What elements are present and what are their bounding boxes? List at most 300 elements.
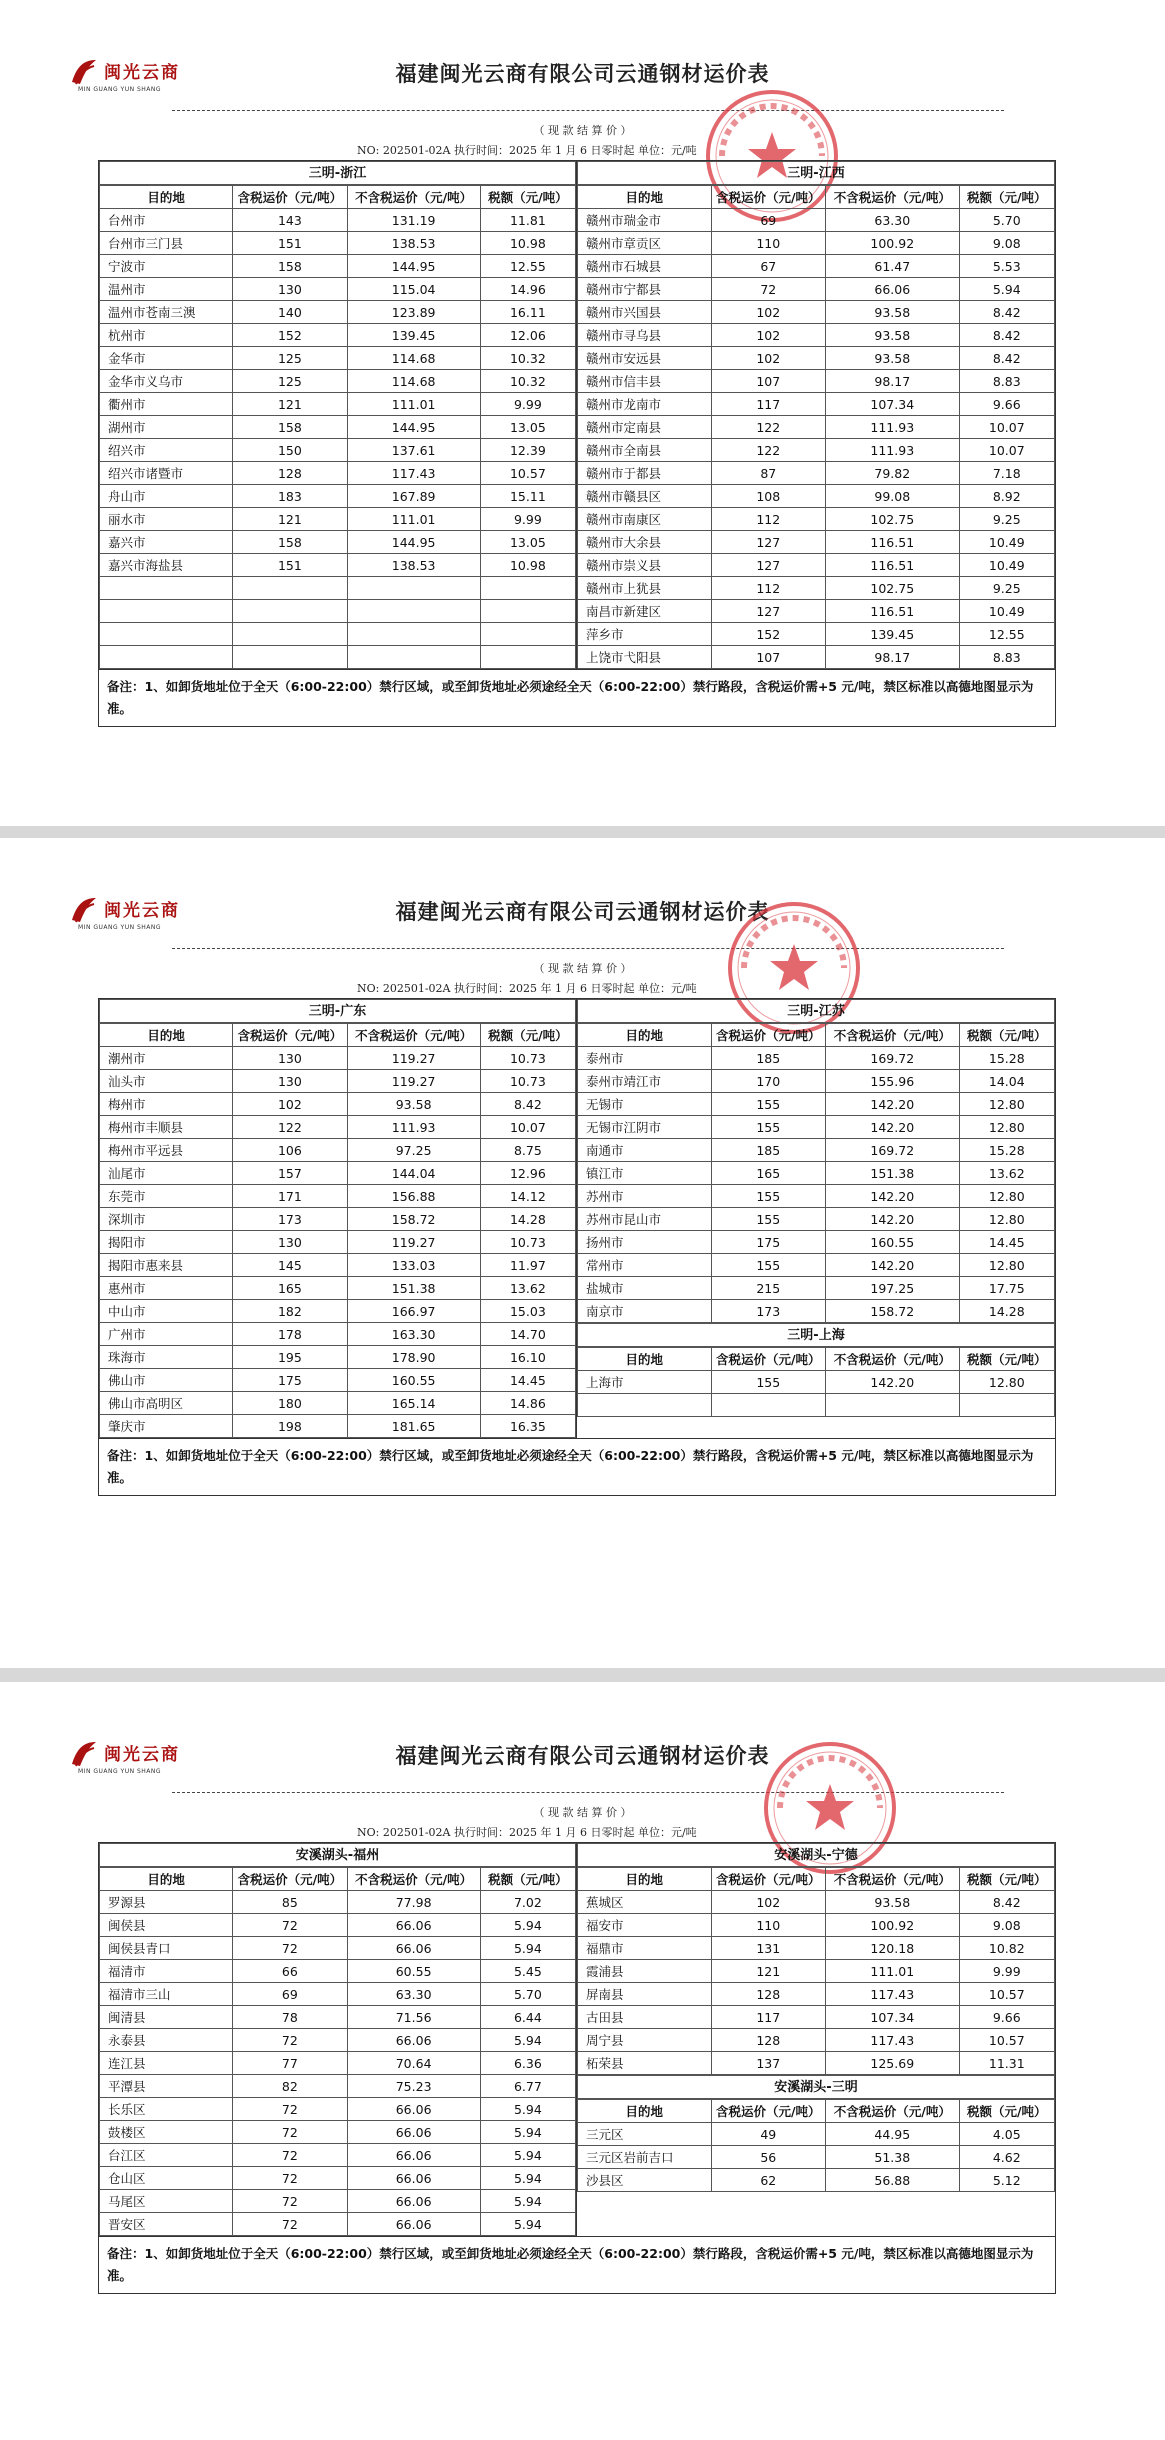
cell-destination: 南京市 [578,1300,712,1323]
column-header-tax-inclusive: 含税运价（元/吨） [233,1868,347,1891]
cell-tax-inclusive-rate: 122 [233,1116,347,1139]
page-title: 福建闽光云商有限公司云通钢材运价表 [395,900,770,924]
cell-tax-exclusive-rate: 178.90 [347,1346,480,1369]
cell-destination: 福清市三山 [100,1983,233,2006]
cell-destination: 肇庆市 [100,1415,233,1438]
table-row [578,508,1055,531]
cell-tax-amount: 13.05 [480,531,575,554]
rate-sheet-page-3 [0,1682,1165,2440]
cell-tax-exclusive-rate: 75.23 [347,2075,480,2098]
settlement-note: （ 现 款 结 算 价 ） [533,1806,632,1819]
cell-tax-inclusive-rate: 85 [233,1891,347,1914]
cell-tax-amount: 14.04 [959,1070,1054,1093]
cell-tax-inclusive-rate: 121 [233,393,347,416]
column-header-destination: 目的地 [100,186,233,209]
cell-tax-inclusive-rate: 155 [711,1254,825,1277]
table-row [100,462,576,485]
cell-tax-exclusive-rate: 166.97 [347,1300,480,1323]
document-meta: NO: 202501-02A 执行时间：2025 年 1 月 6 日零时起 单位：元/吨 [357,982,697,995]
cell-destination: 福清市 [100,1960,233,1983]
cell-tax-exclusive-rate [347,623,480,646]
cell-tax-exclusive-rate: 71.56 [347,2006,480,2029]
cell-destination: 赣州市兴国县 [578,301,712,324]
cell-tax-inclusive-rate: 67 [711,255,825,278]
cell-tax-inclusive-rate: 178 [233,1323,347,1346]
table-row [578,554,1055,577]
cell-destination: 蕉城区 [578,1891,712,1914]
cell-tax-amount: 5.94 [480,2167,575,2190]
cell-tax-inclusive-rate: 182 [233,1300,347,1323]
cell-tax-exclusive-rate: 66.06 [347,2213,480,2236]
column-header-destination: 目的地 [578,1348,712,1371]
divider [172,948,1004,949]
cell-tax-amount: 5.94 [480,1937,575,1960]
cell-tax-inclusive-rate [233,623,347,646]
cell-tax-inclusive-rate: 72 [233,2190,347,2213]
cell-tax-inclusive-rate: 131 [711,1937,825,1960]
cell-tax-inclusive-rate: 155 [711,1208,825,1231]
cell-destination: 东莞市 [100,1185,233,1208]
region-table [577,185,1055,669]
cell-destination: 广州市 [100,1323,233,1346]
cell-tax-inclusive-rate: 130 [233,1070,347,1093]
table-row [100,1277,576,1300]
cell-destination: 珠海市 [100,1346,233,1369]
header-row [578,186,1055,209]
cell-tax-amount: 5.94 [480,2213,575,2236]
cell-destination: 三元区 [578,2123,712,2146]
column-header-tax-exclusive: 不含税运价（元/吨） [347,186,480,209]
cell-destination: 闽清县 [100,2006,233,2029]
table-row [578,209,1055,232]
column-header-destination: 目的地 [100,1868,233,1891]
cell-tax-exclusive-rate: 100.92 [826,232,960,255]
table-row [578,1070,1055,1093]
table-row [578,1937,1055,1960]
cell-tax-amount [480,646,575,669]
table-row [578,1093,1055,1116]
cell-tax-inclusive-rate: 107 [711,646,825,669]
cell-tax-inclusive-rate: 102 [711,324,825,347]
cell-destination: 上海市 [578,1371,712,1394]
cell-tax-exclusive-rate: 116.51 [826,600,960,623]
table-row [578,2169,1055,2192]
cell-tax-exclusive-rate: 44.95 [826,2123,960,2146]
table-row [100,554,576,577]
cell-tax-inclusive-rate: 173 [233,1208,347,1231]
cell-tax-amount: 9.66 [959,393,1054,416]
region-table [99,1023,576,1438]
cell-destination: 梅州市丰顺县 [100,1116,233,1139]
cell-destination: 宁波市 [100,255,233,278]
cell-tax-inclusive-rate: 157 [233,1162,347,1185]
rate-table [98,998,1056,1496]
cell-tax-exclusive-rate: 63.30 [347,1983,480,2006]
cell-tax-exclusive-rate [347,646,480,669]
table-row [578,1254,1055,1277]
table-row [100,232,576,255]
cell-tax-inclusive-rate: 117 [711,2006,825,2029]
cell-destination: 马尾区 [100,2190,233,2213]
cell-tax-amount: 5.53 [959,255,1054,278]
table-row [578,416,1055,439]
table-row [578,1047,1055,1070]
rate-sheet-page-1 [0,0,1165,826]
cell-tax-exclusive-rate: 156.88 [347,1185,480,1208]
cell-tax-inclusive-rate: 130 [233,1047,347,1070]
cell-destination: 赣州市龙南市 [578,393,712,416]
cell-tax-exclusive-rate: 167.89 [347,485,480,508]
cell-tax-exclusive-rate: 119.27 [347,1047,480,1070]
cell-tax-exclusive-rate: 142.20 [826,1185,960,1208]
cell-tax-inclusive-rate: 72 [233,2121,347,2144]
cell-tax-inclusive-rate: 122 [711,439,825,462]
cell-tax-exclusive-rate: 165.14 [347,1392,480,1415]
cell-destination: 三元区岩前吉口 [578,2146,712,2169]
cell-tax-exclusive-rate: 93.58 [826,1891,960,1914]
cell-tax-exclusive-rate: 51.38 [826,2146,960,2169]
header-row [578,2100,1055,2123]
cell-tax-exclusive-rate: 151.38 [347,1277,480,1300]
cell-tax-exclusive-rate: 160.55 [347,1369,480,1392]
region-table [577,1023,1055,1323]
cell-destination: 平潭县 [100,2075,233,2098]
cell-tax-exclusive-rate: 123.89 [347,301,480,324]
column-header-destination: 目的地 [578,2100,712,2123]
cell-tax-amount: 10.98 [480,232,575,255]
cell-destination: 古田县 [578,2006,712,2029]
column-header-destination: 目的地 [578,1024,712,1047]
cell-destination: 台州市 [100,209,233,232]
left-column [99,1843,577,2236]
cell-tax-amount: 8.42 [959,301,1054,324]
cell-destination: 赣州市崇义县 [578,554,712,577]
region-heading: 三明-广东 [99,999,576,1023]
cell-tax-amount: 10.49 [959,554,1054,577]
right-column [577,1843,1055,2236]
cell-tax-inclusive-rate: 87 [711,462,825,485]
cell-tax-amount: 8.92 [959,485,1054,508]
cell-tax-amount: 14.12 [480,1185,575,1208]
table-row [578,646,1055,669]
cell-tax-inclusive-rate: 155 [711,1185,825,1208]
cell-tax-amount: 8.83 [959,370,1054,393]
cell-tax-amount: 14.86 [480,1392,575,1415]
cell-destination: 舟山市 [100,485,233,508]
cell-tax-amount: 4.62 [959,2146,1054,2169]
cell-tax-inclusive-rate: 171 [233,1185,347,1208]
logo-text: 闽光云商 [104,1745,180,1765]
table-row [578,1277,1055,1300]
cell-tax-exclusive-rate: 114.68 [347,370,480,393]
cell-destination: 闽侯县青口 [100,1937,233,1960]
cell-tax-inclusive-rate: 173 [711,1300,825,1323]
cell-tax-exclusive-rate: 125.69 [826,2052,960,2075]
cell-tax-amount: 16.11 [480,301,575,324]
cell-tax-inclusive-rate: 72 [233,2167,347,2190]
cell-destination: 沙县区 [578,2169,712,2192]
cell-tax-amount: 5.94 [480,2029,575,2052]
cell-destination: 佛山市高明区 [100,1392,233,1415]
cell-tax-exclusive-rate: 144.04 [347,1162,480,1185]
cell-tax-inclusive-rate: 122 [711,416,825,439]
cell-tax-exclusive-rate: 111.93 [826,439,960,462]
header-row [100,186,576,209]
cell-destination: 衢州市 [100,393,233,416]
column-header-tax-exclusive: 不含税运价（元/吨） [347,1868,480,1891]
cell-tax-exclusive-rate: 66.06 [347,2121,480,2144]
cell-tax-amount: 12.96 [480,1162,575,1185]
cell-tax-amount: 14.45 [480,1369,575,1392]
cell-tax-inclusive-rate: 158 [233,416,347,439]
cell-tax-amount: 15.28 [959,1139,1054,1162]
header-row [578,1024,1055,1047]
table-row [100,1369,576,1392]
cell-tax-exclusive-rate: 116.51 [826,531,960,554]
table-row [100,2052,576,2075]
cell-tax-amount: 5.94 [480,1914,575,1937]
table-row [100,1162,576,1185]
cell-tax-inclusive-rate: 152 [711,623,825,646]
cell-tax-exclusive-rate: 98.17 [826,646,960,669]
cell-tax-amount: 11.97 [480,1254,575,1277]
cell-tax-exclusive-rate: 111.93 [347,1116,480,1139]
cell-tax-inclusive-rate: 185 [711,1139,825,1162]
cell-tax-inclusive-rate: 127 [711,600,825,623]
cell-destination [100,623,233,646]
cell-destination: 温州市 [100,278,233,301]
cell-tax-exclusive-rate: 66.06 [347,2098,480,2121]
column-header-tax-exclusive: 不含税运价（元/吨） [826,1348,960,1371]
cell-tax-amount: 9.99 [480,508,575,531]
cell-tax-inclusive-rate: 152 [233,324,347,347]
table-row [100,2029,576,2052]
cell-destination: 梅州市 [100,1093,233,1116]
cell-destination [100,600,233,623]
cell-tax-exclusive-rate: 111.01 [347,393,480,416]
cell-tax-inclusive-rate: 155 [711,1093,825,1116]
cell-tax-exclusive-rate: 111.01 [826,1960,960,1983]
cell-tax-inclusive-rate: 137 [711,2052,825,2075]
cell-tax-exclusive-rate: 116.51 [826,554,960,577]
cell-tax-amount: 10.82 [959,1937,1054,1960]
cell-tax-amount: 15.03 [480,1300,575,1323]
table-row [100,531,576,554]
cell-tax-amount: 10.07 [959,416,1054,439]
cell-tax-inclusive-rate: 62 [711,2169,825,2192]
region-heading: 安溪湖头-福州 [99,1843,576,1867]
cell-destination: 仓山区 [100,2167,233,2190]
cell-tax-amount: 16.10 [480,1346,575,1369]
cell-tax-inclusive-rate: 125 [233,347,347,370]
cell-tax-exclusive-rate: 79.82 [826,462,960,485]
cell-tax-amount: 12.80 [959,1371,1054,1394]
cell-tax-exclusive-rate: 138.53 [347,232,480,255]
header-row [100,1868,576,1891]
table-row [578,1891,1055,1914]
cell-tax-amount: 8.42 [959,347,1054,370]
table-row [100,1139,576,1162]
cell-destination: 赣州市赣县区 [578,485,712,508]
cell-tax-inclusive-rate: 215 [711,1277,825,1300]
cell-tax-exclusive-rate: 155.96 [826,1070,960,1093]
table-row [100,1208,576,1231]
cell-tax-inclusive-rate: 106 [233,1139,347,1162]
cell-tax-inclusive-rate: 78 [233,2006,347,2029]
cell-tax-amount: 10.32 [480,347,575,370]
table-row [578,393,1055,416]
cell-destination: 扬州市 [578,1231,712,1254]
cell-tax-exclusive-rate: 137.61 [347,439,480,462]
cell-destination: 霞浦县 [578,1960,712,1983]
table-row [100,1116,576,1139]
cell-destination: 福鼎市 [578,1937,712,1960]
region-table [577,2099,1055,2192]
cell-destination: 赣州市信丰县 [578,370,712,393]
cell-tax-inclusive-rate: 185 [711,1047,825,1070]
cell-tax-inclusive-rate: 72 [233,1937,347,1960]
table-row [578,1300,1055,1323]
cell-tax-inclusive-rate: 140 [233,301,347,324]
cell-tax-exclusive-rate: 142.20 [826,1254,960,1277]
cell-tax-inclusive-rate: 150 [233,439,347,462]
table-row [100,1070,576,1093]
column-header-tax-inclusive: 含税运价（元/吨） [711,1024,825,1047]
column-header-tax: 税额（元/吨） [959,1024,1054,1047]
cell-tax-inclusive-rate: 165 [233,1277,347,1300]
cell-destination: 盐城市 [578,1277,712,1300]
cell-tax-exclusive-rate: 158.72 [347,1208,480,1231]
cell-tax-exclusive-rate: 61.47 [826,255,960,278]
table-row [100,2075,576,2098]
right-column [577,999,1055,1438]
cell-destination: 苏州市 [578,1185,712,1208]
cell-destination: 南通市 [578,1139,712,1162]
cell-tax-amount: 8.42 [959,1891,1054,1914]
cell-tax-amount: 8.42 [959,324,1054,347]
region-heading: 三明-江西 [577,161,1055,185]
table-row [578,1231,1055,1254]
cell-destination: 屏南县 [578,1983,712,2006]
cell-destination: 温州市苍南三澳 [100,301,233,324]
cell-tax-inclusive-rate: 72 [233,2144,347,2167]
cell-destination: 嘉兴市 [100,531,233,554]
column-header-tax: 税额（元/吨） [959,1348,1054,1371]
cell-tax-inclusive-rate: 102 [711,301,825,324]
cell-tax-exclusive-rate: 102.75 [826,577,960,600]
table-row [100,2190,576,2213]
cell-destination: 汕尾市 [100,1162,233,1185]
table-row [578,232,1055,255]
cell-tax-amount: 14.28 [480,1208,575,1231]
cell-tax-inclusive-rate: 180 [233,1392,347,1415]
cell-tax-inclusive-rate [711,1394,825,1417]
cell-tax-exclusive-rate: 158.72 [826,1300,960,1323]
table-row [578,2029,1055,2052]
cell-tax-inclusive-rate [233,646,347,669]
cell-tax-exclusive-rate: 93.58 [826,324,960,347]
table-row [100,2167,576,2190]
cell-tax-exclusive-rate: 119.27 [347,1231,480,1254]
table-row [578,439,1055,462]
cell-tax-inclusive-rate: 155 [711,1371,825,1394]
table-row [100,439,576,462]
cell-tax-inclusive-rate: 165 [711,1162,825,1185]
cell-destination: 丽水市 [100,508,233,531]
cell-tax-exclusive-rate: 111.01 [347,508,480,531]
table-row [100,1047,576,1070]
cell-tax-exclusive-rate: 169.72 [826,1047,960,1070]
cell-destination: 福安市 [578,1914,712,1937]
table-row [100,485,576,508]
cell-tax-inclusive-rate: 170 [711,1070,825,1093]
cell-destination: 赣州市章贡区 [578,232,712,255]
column-header-destination: 目的地 [578,1868,712,1891]
cell-tax-amount: 16.35 [480,1415,575,1438]
document-meta: NO: 202501-02A 执行时间：2025 年 1 月 6 日零时起 单位：元/吨 [357,1826,697,1839]
cell-destination [100,646,233,669]
cell-destination: 湖州市 [100,416,233,439]
cell-tax-inclusive-rate: 145 [233,1254,347,1277]
table-row [578,1394,1055,1417]
cell-tax-exclusive-rate: 117.43 [826,1983,960,2006]
cell-tax-exclusive-rate [347,577,480,600]
cell-tax-amount: 10.73 [480,1047,575,1070]
table-row [100,1960,576,1983]
cell-tax-exclusive-rate: 66.06 [826,278,960,301]
cell-tax-amount: 9.25 [959,508,1054,531]
cell-tax-amount [480,577,575,600]
cell-tax-amount: 12.80 [959,1254,1054,1277]
table-row [100,1914,576,1937]
region-table [99,185,576,669]
table-row [578,1371,1055,1394]
cell-tax-amount: 9.66 [959,2006,1054,2029]
cell-tax-inclusive-rate: 121 [233,508,347,531]
table-row [100,1300,576,1323]
column-header-tax: 税额（元/吨） [959,186,1054,209]
document-meta: NO: 202501-02A 执行时间：2025 年 1 月 6 日零时起 单位：元/吨 [357,144,697,157]
cell-tax-exclusive-rate: 139.45 [347,324,480,347]
cell-tax-inclusive-rate: 183 [233,485,347,508]
cell-tax-amount: 10.57 [959,1983,1054,2006]
left-column [99,161,577,669]
cell-tax-inclusive-rate: 128 [711,1983,825,2006]
cell-tax-amount: 14.28 [959,1300,1054,1323]
cell-tax-amount: 5.45 [480,1960,575,1983]
cell-destination: 佛山市 [100,1369,233,1392]
cell-tax-amount: 5.94 [480,2098,575,2121]
cell-tax-amount: 5.70 [480,1983,575,2006]
cell-tax-exclusive-rate: 99.08 [826,485,960,508]
cell-destination: 揭阳市 [100,1231,233,1254]
header-row [578,1348,1055,1371]
table-row [100,324,576,347]
column-header-tax-exclusive: 不含税运价（元/吨） [826,1024,960,1047]
table-row [100,1346,576,1369]
cell-tax-inclusive-rate: 175 [233,1369,347,1392]
cell-tax-amount: 10.73 [480,1231,575,1254]
cell-tax-inclusive-rate: 127 [711,554,825,577]
cell-tax-amount: 15.11 [480,485,575,508]
region-heading: 安溪湖头-三明 [577,2075,1055,2099]
cell-tax-exclusive-rate: 60.55 [347,1960,480,1983]
table-row [578,255,1055,278]
remarks: 备注：1、如卸货地址位于全天（6:00-22:00）禁行区域，或至卸货地址必须途经全天（6:00-22:00）禁行路段，含税运价需+5 元/吨，禁区标准以高德地图显示为准。 [99,2236,1055,2293]
cell-tax-amount: 10.07 [959,439,1054,462]
header-row [578,1868,1055,1891]
cell-tax-inclusive-rate: 49 [711,2123,825,2146]
